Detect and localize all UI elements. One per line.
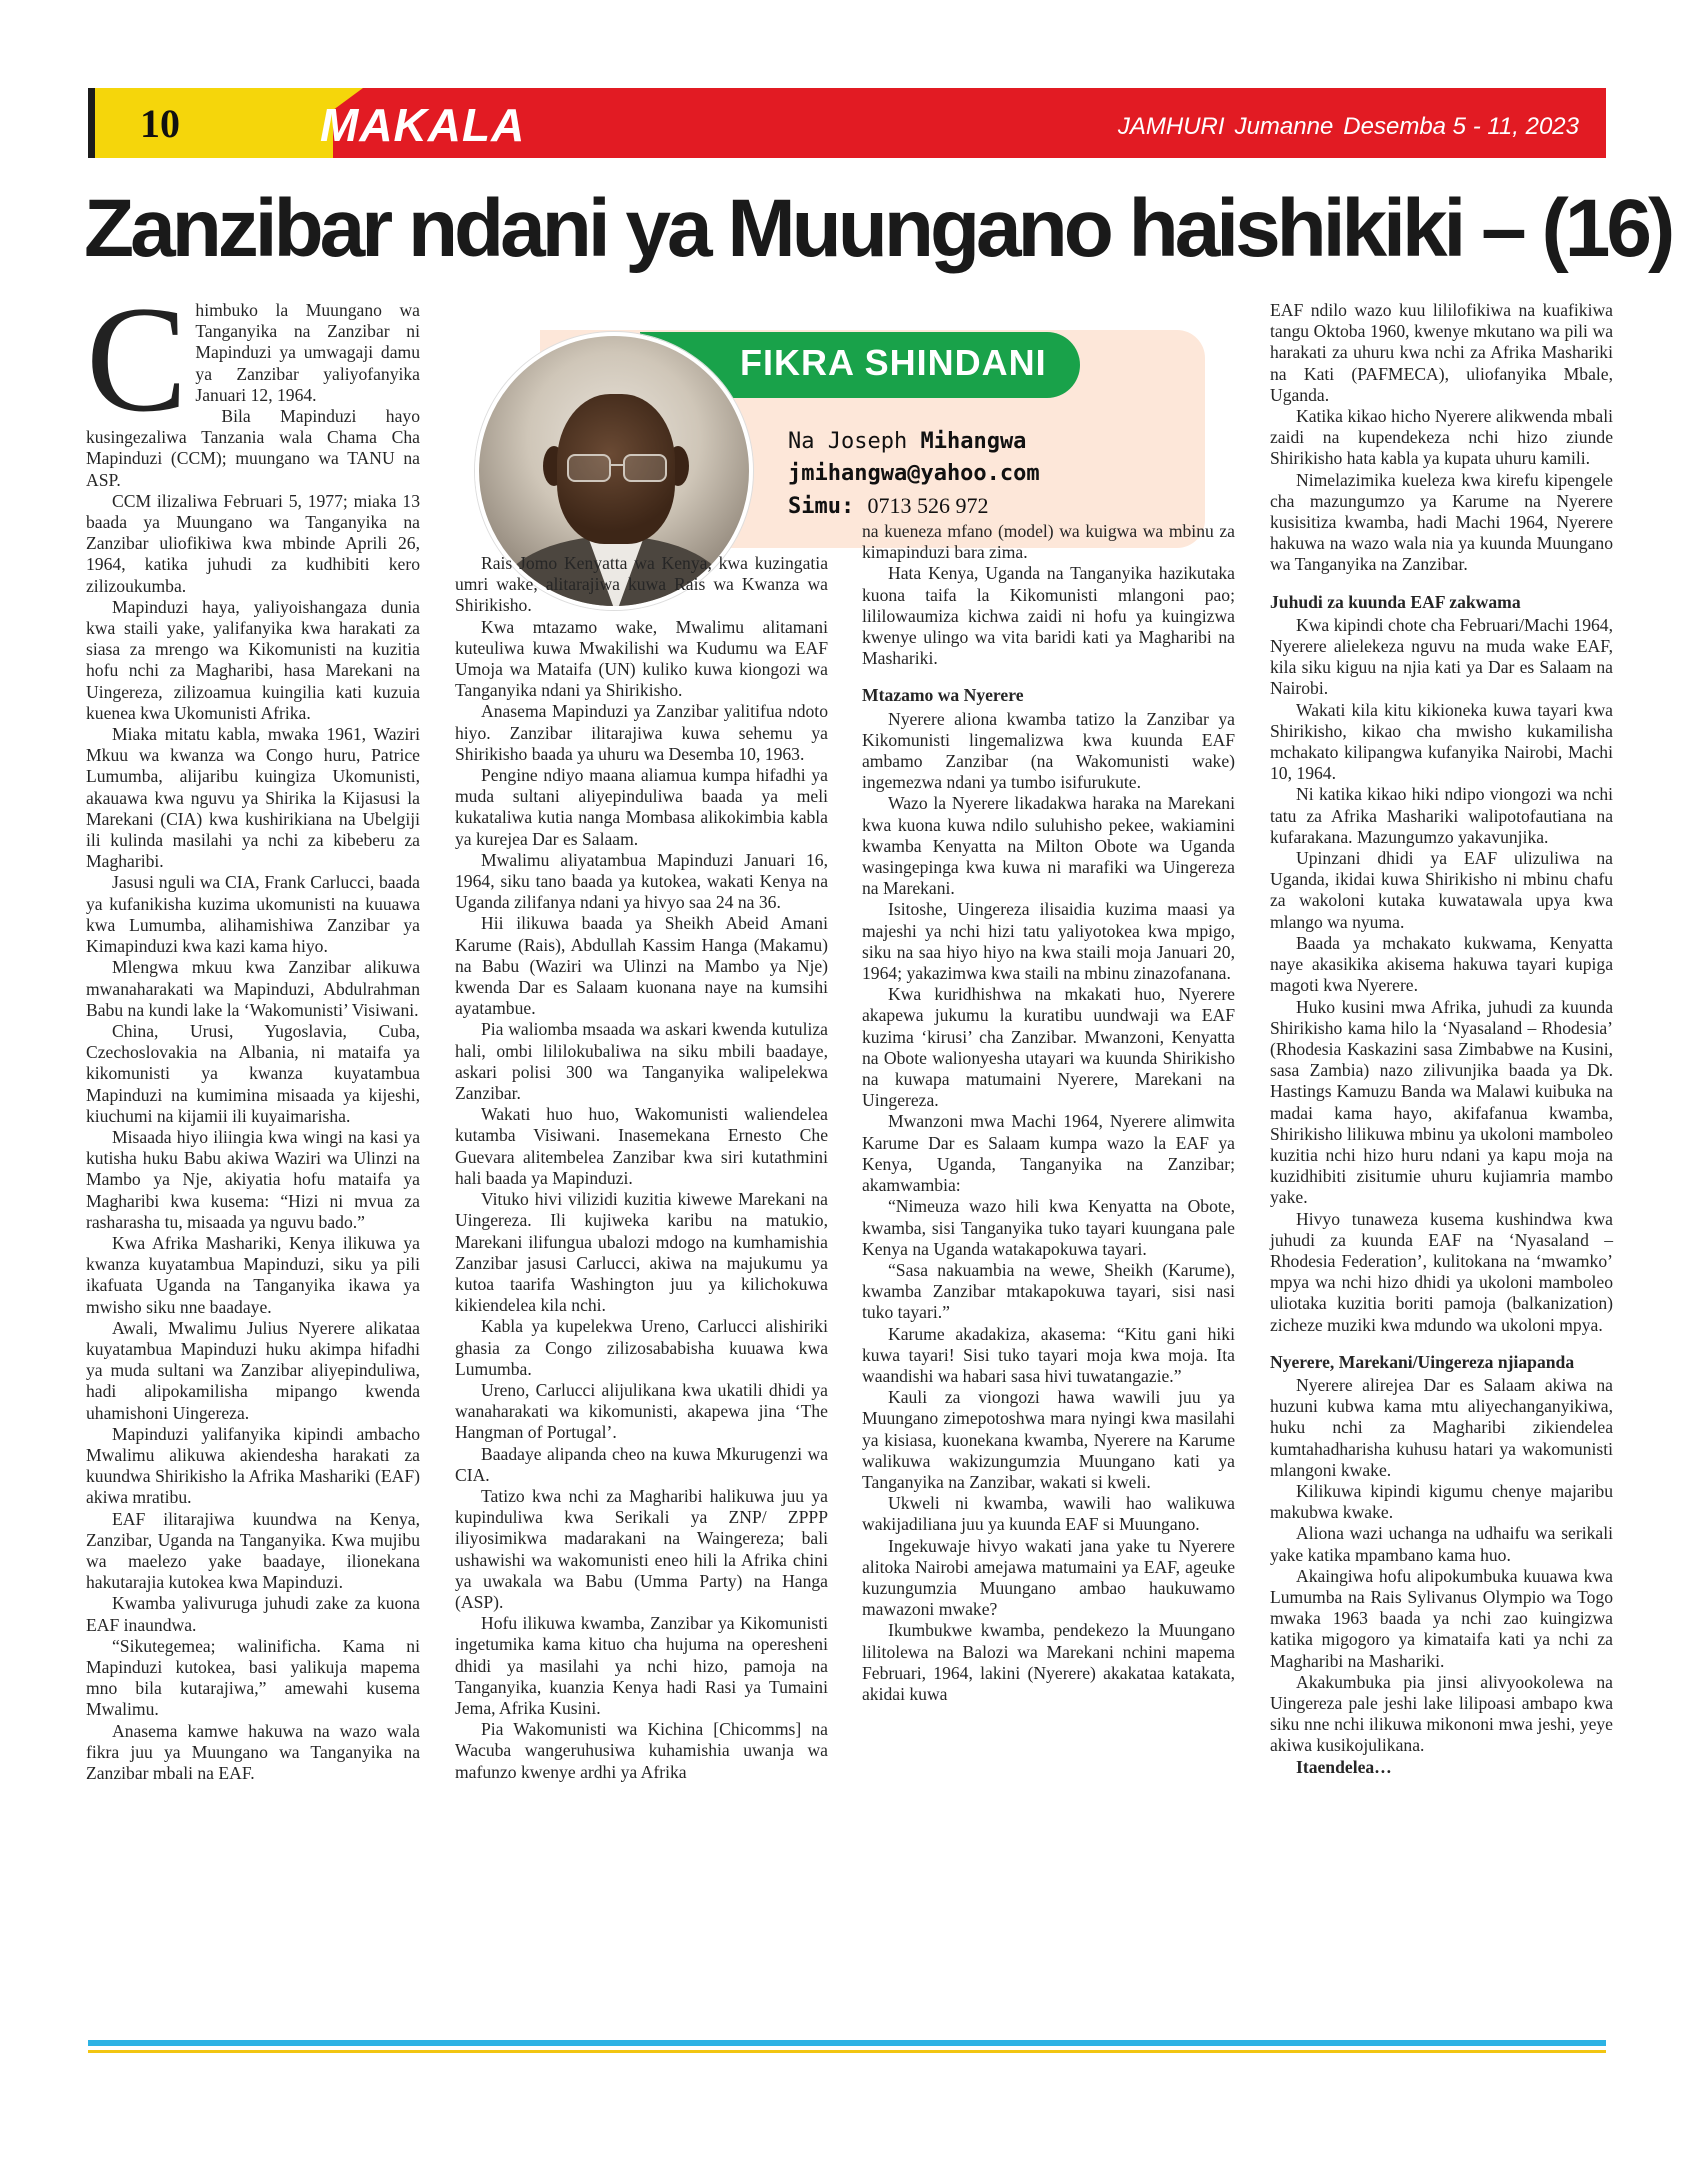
- paragraph: “Sasa nakuambia na wewe, Sheikh (Karume), kwamba Zanzibar mtakapokuwa tayari, sisi nasi tuko tayari.”: [862, 1259, 1235, 1323]
- article-column-2: [455, 553, 828, 1783]
- paragraph: Nimelazimika kueleza kwa kirefu kipengele cha mazungumzo ya Karume na Nyerere kusisitiza kwamba, hadi Machi 1964, Nyerere hakuwa na wazo wala nia ya kuunda Muungano wa Tanganyika na Zanzibar.: [1270, 469, 1613, 575]
- paragraph: Mwanzoni mwa Machi 1964, Nyerere alimwita Karume Dar es Salaam kumpa wazo la EAF ya Kenya, Uganda, Tanganyika na Zanzibar; akamwambia:: [862, 1111, 1235, 1196]
- paragraph: Bila Mapinduzi hayo kusingezaliwa Tanzania wala Chama Cha Mapinduzi (CCM); muungano wa TANU na ASP.: [86, 406, 420, 490]
- lead-paragraph: Chimbuko la Muungano wa Tanganyika na Zanzibar ni Mapinduzi ya umwagaji damu ya Zanzibar yaliyofanyika Januari 12, 1964.: [86, 275, 420, 443]
- paragraph: Anasema Mapinduzi ya Zanzibar yalitifua ndoto hiyo. Zanzibar ilitarajiwa kuwa sehemu ya Shirikisho baada ya uhuru wa Desemba 10, 1963.: [455, 701, 828, 764]
- paragraph: Ukweli ni kwamba, wawili hao walikuwa wakijadiliana juu ya kuunda EAF si Muungano.: [862, 1493, 1235, 1535]
- paragraph: Nyerere aliona kwamba tatizo la Zanzibar ya Kikomunisti lingemalizwa kwa kuunda EAF ambamo Zanzibar (na Wakomunisti wake) ingemezwa ndani ya tumbo isifurukute.: [862, 708, 1235, 793]
- paragraph: Rais Jomo Kenyatta wa Kenya, kwa kuzingatia umri wake, alitarajiwa kuwa Rais wa Kwanza wa Shirikisho.: [455, 553, 828, 616]
- paragraph: Hofu ilikuwa kwamba, Zanzibar ya Kikomunisti ingetumika kama kituo cha hujuma na operesheni dhidi ya masilahi ya nchi hizo, pamoja na Tanganyika, kuanzia Kenya hadi Rasi ya Tumaini Jema, Afrika Kusini.: [455, 1613, 828, 1718]
- paragraph: Wakati kila kitu kikioneka kuwa tayari kwa Shirikisho, kikao cha mwisho kukamilisha mchakato kilipangwa kufanyika Nairobi, Machi 10, 1964.: [1270, 699, 1613, 784]
- paper-name: JAMHURI: [1117, 113, 1225, 140]
- paragraph: China, Urusi, Yugoslavia, Cuba, Czechoslovakia na Albania, ni mataifa ya kikomunisti ya kwanza kuyatambua Mapinduzi na kumimina misaada ya kijeshi, kiuchumi na kijamii ili kuyaimarisha.: [86, 1020, 420, 1126]
- paragraph: Mwalimu aliyatambua Mapinduzi Januari 16, 1964, siku tano baada ya kutokea, wakati Kenya na Uganda zilifanya ndani ya hivyo saa 24 na 36.: [455, 849, 828, 913]
- author-prefix: Na Joseph: [788, 429, 908, 454]
- headline: Zanzibar ndani ya Muungano haishikiki – (16): [84, 183, 1672, 274]
- author-name: Mihangwa: [920, 429, 1027, 454]
- paragraph: Pia Wakomunisti wa Kichina [Chicomms] na Wacuba wangeruhusiwa kuhamishia uwanja wa mafunzo kwenye ardhi ya Afrika: [455, 1719, 828, 1782]
- page-number: 10: [140, 101, 180, 146]
- header-black-bar: [88, 88, 95, 158]
- paragraph: Mlengwa mkuu kwa Zanzibar alikuwa mwanaharakati wa Mapinduzi, Abdulrahman Babu na kundi lake la ‘Wakomunisti’ Visiwani.: [86, 957, 420, 1020]
- paragraph: Ikumbukwe kwamba, pendekezo la Muungano lilitolewa na Balozi wa Marekani nchini mapema Februari, 1964, lakini (Nyerere) akakataa katakata, akidai kuwa: [862, 1620, 1235, 1704]
- section-name: MAKALA: [320, 99, 526, 151]
- paragraph: “Nimeuza wazo hili kwa Kenyatta na Obote, kwamba, sisi Tanganyika tuko tayari kuungana pale Kenya na Uganda watakapokuwa tayari.: [862, 1196, 1235, 1259]
- paragraph: Huko kusini mwa Afrika, juhudi za kuunda Shirikisho kama hilo la ‘Nyasaland – Rhodesia’ (Rhodesia Kaskazini sasa Zimbabwe na Kusini, sasa Zambia) nazo zilivunjika baada ya Dk. Hastings Kamuzu Banda wa Malawi kuibuka na madai kama hayo, akifafanua kwamba, Shirikisho lilikuwa mbinu ya ukoloni mamboleo kuzitia nchi hizo huru ndani ya kapu moja na kuzidhibiti zisitumie uhuru kujiamria mambo yake.: [1270, 996, 1613, 1208]
- paragraph: “Sikutegemea; walinificha. Kama ni Mapinduzi kutokea, basi yalikuja mapema mno bila kutarajiwa,” amewahi kusema Mwalimu.: [86, 1635, 420, 1720]
- paragraph: Mapinduzi yalifanyika kipindi ambacho Mwalimu alikuwa akiendesha harakati za kuundwa Shirikisho la Afrika Mashariki (EAF) akiwa mratibu.: [86, 1423, 420, 1508]
- glasses-icon: [567, 454, 667, 480]
- paragraph: Pengine ndiyo maana aliamua kumpa hifadhi ya muda sultani aliyepinduliwa baada ya meli kukataliwa kutia nanga Mombasa alikokimbia kabla ya kurejea Dar es Salaam.: [455, 765, 828, 849]
- paragraph: Katika kikao hicho Nyerere alikwenda mbali zaidi na kupendekeza nchi hizo ziunde Shirikisho hata kabla ya kupata uhuru kamili.: [1270, 406, 1613, 469]
- paragraph: Baada ya mchakato kukwama, Kenyatta naye akasikika akisema hakuwa tayari kupiga magoti kwa Nyerere.: [1270, 932, 1613, 996]
- paragraph: Ureno, Carlucci alijulikana kwa ukatili dhidi ya wanaharakati wa kikomunisti, akapewa jina ‘The Hangman of Portugal’.: [455, 1379, 828, 1443]
- paragraph: Kauli za viongozi hawa wawili juu ya Muungano zimepotoshwa mara nyingi kwa masilahi ya kisiasa, kuonekana kwamba, Nyerere na Karume walikuwa wakizungumzia Muungano kati ya Tanganyika na Zanzibar, wakati si kweli.: [862, 1387, 1235, 1492]
- subheading: Mtazamo wa Nyerere: [862, 685, 1024, 706]
- paragraph: Hata Kenya, Uganda na Tanganyika hazikutaka kuona taifa la Kikomunisti mlangoni pao; lililowaumiza kichwa zaidi ni hofu ya kuingizwa kwenye ulingo wa vita baridi kati ya Magharibi na Mashariki.: [862, 563, 1235, 669]
- dateline: [1108, 113, 1579, 141]
- paragraph: Upinzani dhidi ya EAF ulizuliwa na Uganda, ikidai kuwa Shirikisho ni mbinu chafu za wakoloni kutaka kuwatawala upya kwa mlango wa nyuma.: [1270, 848, 1613, 932]
- paragraph: Vituko hivi vilizidi kuzitia kiwewe Marekani na Uingereza. Ili kujiweka karibu na matukio, Marekani ilifungua ubalozi mdogo na kumhamishia Zanzibar jasusi Carlucci, akiwa na majukumu ya kutoa taarifa Washington juu ya kilichokuwa kikiendelea kila nchi.: [455, 1189, 828, 1316]
- paragraph: Akakumbuka pia jinsi alivyookolewa na Uingereza pale jeshi lake lilipoasi ambapo kwa siku nne nchi ilikuwa mikononi mwa jeshi, yeye akiwa kusikojulikana.: [1270, 1671, 1613, 1756]
- subheading: Juhudi za kuunda EAF zakwama: [1270, 591, 1521, 612]
- issue-dates: Desemba 5 - 11, 2023: [1343, 113, 1579, 140]
- paragraph: Wakati huo huo, Wakomunisti waliendelea kutamba Visiwani. Inasemekana Ernesto Che Guevara alitembelea Zanzibar kwa siri kutathmini hali baada ya Mapinduzi.: [455, 1104, 828, 1188]
- paragraph: Akaingiwa hofu alipokumbuka kuuawa kwa Lumumba na Rais Sylivanus Olympio wa Togo mwaka 1963 baada ya nchi zao kuingizwa katika migogoro ya kimataifa kati ya nchi za Magharibi na Mashariki.: [1270, 1565, 1613, 1671]
- paragraph: Kwa mtazamo wake, Mwalimu alitamani kuteuliwa kuwa Mwakilishi wa Kudumu wa EAF Umoja wa Mataifa (UN) kuliko kuwa kiongozi wa Tanganyika ndani ya Shirikisho.: [455, 616, 828, 701]
- paragraph: na kueneza mfano (model) wa kuigwa wa mbinu za kimapinduzi bara zima.: [862, 521, 1235, 563]
- paragraph: Karume akadakiza, akasema: “Kitu gani hiki kuwa tayari! Sisi tuko tayari moja kwa moja. Ita waandishi wa habari sasa hivi tuwatangazie.”: [862, 1323, 1235, 1386]
- paragraph: Jasusi nguli wa CIA, Frank Carlucci, baada ya kufanikisha kuzima ukomunisti na kuuawa kwa Lumumba, alihamishiwa Zanzibar ya Kimapinduzi kwa kazi kama hiyo.: [86, 872, 420, 957]
- issue-day: Jumanne: [1234, 113, 1334, 140]
- paragraph: Anasema kamwe hakuwa na wazo wala fikra juu ya Muungano wa Tanganyika na Zanzibar mbali na EAF.: [86, 1720, 420, 1784]
- article-column-4: [1270, 300, 1613, 1778]
- author-email[interactable]: jmihangwa@yahoo.com: [788, 461, 1040, 486]
- paragraph: Hii ilikuwa baada ya Sheikh Abeid Amani Karume (Rais), Abdullah Kassim Hanga (Makamu) na Babu (Waziri wa Ulinzi na Mambo ya Nje) kwenda Dar es Salaam kuonana naye na kumsihi ayatambue.: [455, 913, 828, 1019]
- article-column-1: [86, 275, 420, 1784]
- paragraph: Pia waliomba msaada wa askari kwenda kutuliza hali, ombi lililokubaliwa na siku mbili baadaye, askari polisi 300 wa Tanganyika walipelekwa Zanzibar.: [455, 1019, 828, 1104]
- paragraph: Kwa kuridhishwa na mkakati huo, Nyerere akapewa jukumu la kuratibu uundwaji wa EAF kuzima ‘kirusi’ cha Zanzibar. Mwanzoni, Kenyatta na Obote walionyesha utayari wa kuunda Shirikisho na kuwapa matumaini Nyerere, Marekani na Uingereza.: [862, 984, 1235, 1111]
- paragraph: Aliona wazi uchanga na udhaifu wa serikali yake katika mpambano kama huo.: [1270, 1523, 1613, 1565]
- paragraph: Kabla ya kupelekwa Ureno, Carlucci alishiriki ghasia za Congo zilizosababisha kuuawa kwa Lumumba.: [455, 1316, 828, 1379]
- paragraph: Awali, Mwalimu Julius Nyerere alikataa kuyatambua Mapinduzi huku akimpa hifadhi ya muda sultani wa Zanzibar aliyepinduliwa, hadi alipokamilisha mipango kwenda uhamishoni Uingereza.: [86, 1317, 420, 1423]
- footer-rule-yellow: [88, 2050, 1606, 2053]
- article-column-3: [862, 521, 1235, 1705]
- paragraph: Nyerere alirejea Dar es Salaam akiwa na huzuni kubwa kama mtu aliyechanganyikiwa, huku nchi za Magharibi zikiendelea kumtahadharisha kuhusu hatari ya wakomunisti mlangoni kwake.: [1270, 1374, 1613, 1480]
- paragraph: Kilikuwa kipindi kigumu chenye majaribu makubwa kwake.: [1270, 1480, 1613, 1523]
- paragraph: Hivyo tunaweza kusema kushindwa kwa juhudi za kuunda EAF na ‘Nyasaland – Rhodesia Federation’, kulitokana na ‘mwamko’ mpya wa nchi hizo dhidi ya ukoloni mamboleo uliotaka kuzitia boriti pamoja (balkanization) zicheze muziki kwa mdundo wa ukoloni mpya.: [1270, 1208, 1613, 1335]
- paragraph: Ni katika kikao hiki ndipo viongozi wa nchi tatu za Afrika Mashariki walipotofautiana na kufarakana. Mazungumzo yakavunjika.: [1270, 784, 1613, 847]
- column-tag: FIKRA SHINDANI: [740, 342, 1047, 383]
- drop-cap: C: [86, 275, 188, 443]
- paragraph: Baadaye alipanda cheo na kuwa Mkurugenzi wa CIA.: [455, 1443, 828, 1485]
- paragraph: EAF ilitarajiwa kuundwa na Kenya, Zanzibar, Uganda na Tanganyika. Kwa mujibu wa maelezo yake baadaye, ilionekana hakutarajia kutokea kwa Mapinduzi.: [86, 1508, 420, 1593]
- paragraph: Kwa Afrika Mashariki, Kenya ilikuwa ya kwanza kuyatambua Mapinduzi, siku ya pili ikafuata Uganda na Tanganyika ikawa ya mwisho siku nne baadaye.: [86, 1232, 420, 1317]
- paragraph: Miaka mitatu kabla, mwaka 1961, Waziri Mkuu wa kwanza wa Congo huru, Patrice Lumumba, alijaribu kuingiza Ukomunisti, akauawa kwa nguvu ya Shirika la Kijasusi la Marekani (CIA) kwa kushirikiana na Ubelgiji ili kulinda masilahi ya nchi za kibeberu za Magharibi.: [86, 724, 420, 872]
- author-phone: 0713 526 972: [867, 493, 989, 518]
- paragraph: Ingekuwaje hivyo wakati jana yake tu Nyerere alitoka Nairobi amejawa matumaini ya EAF, ageuke kuzungumzia Muungano ambao haukuwamo mawazoni mwake?: [862, 1535, 1235, 1620]
- paragraph: Wazo la Nyerere likadakwa haraka na Marekani kwa kuona kuwa ndilo suluhisho pekee, wakiamini kwamba Kenyatta na Milton Obote wa Uganda wasingepinga kwa kuwa ni marafiki wa Uingereza na Marekani.: [862, 793, 1235, 899]
- phone-label: Simu:: [788, 494, 855, 519]
- footer-rule: [88, 2040, 1606, 2046]
- paragraph: Tatizo kwa nchi za Magharibi halikuwa juu ya kupinduliwa kwa Serikali ya ZNP/ ZPPP iliyosimikwa madarakani na Waingereza; bali ushawishi wa wakomunisti eneo hili la Afrika chini ya uwakala wa Babu (Umma Party) na Hanga (ASP).: [455, 1485, 828, 1612]
- paragraph: Kwa kipindi chote cha Februari/Machi 1964, Nyerere alielekeza nguvu na muda wake EAF, kila siku kiguu na njia kati ya Dar es Salaam na Nairobi.: [1270, 614, 1613, 699]
- author-info: [788, 426, 1040, 523]
- paragraph: CCM ilizaliwa Februari 5, 1977; miaka 13 baada ya Muungano wa Tanganyika na Zanzibar uliofikiwa kwa mbinde Aprili 26, 1964, katika juhudi za kudhibiti kero zilizoukumba.: [86, 490, 420, 596]
- continuation-note: Itaendelea…: [1296, 1756, 1392, 1777]
- paragraph: Kwamba yalivuruga juhudi zake za kuona EAF inaundwa.: [86, 1593, 420, 1635]
- paragraph: Mapinduzi haya, yaliyoishangaza dunia kwa staili yake, yalifanyika kwa harakati za siasa za mrengo wa Kikomunisti na kuzitia hofu nchi za Magharibi, hasa Marekani na Uingereza, zilizoamua kuingilia kati kuzuia kuenea kwa Ukomunisti Afrika.: [86, 596, 420, 723]
- subheading: Nyerere, Marekani/Uingereza njiapanda: [1270, 1351, 1575, 1372]
- paragraph: EAF ndilo wazo kuu lililofikiwa na kuafikiwa tangu Oktoba 1960, kwenye mkutano wa pili wa harakati za uhuru kwa nchi za Afrika Mashariki na Kati (PAFMECA), uliofanyika Mbale, Uganda.: [1270, 300, 1613, 405]
- paragraph: Isitoshe, Uingereza ilisaidia kuzima maasi ya majeshi ya nchi hizi tatu yaliyotokea kwa mpigo, siku na saa hiyo hiyo na kwa staili moja Januari 20, 1964; yakazimwa kwa staili na mbinu zinazofanana.: [862, 899, 1235, 984]
- paragraph: Misaada hiyo iliingia kwa wingi na kasi ya kutisha huku Babu akiwa Waziri wa Ulinzi na Mambo ya Nje, akiyatia hofu mataifa ya Magharibi kwa kusema: “Hizi ni mvua za rasharasha tu, misaada ya nguvu bado.”: [86, 1126, 420, 1232]
